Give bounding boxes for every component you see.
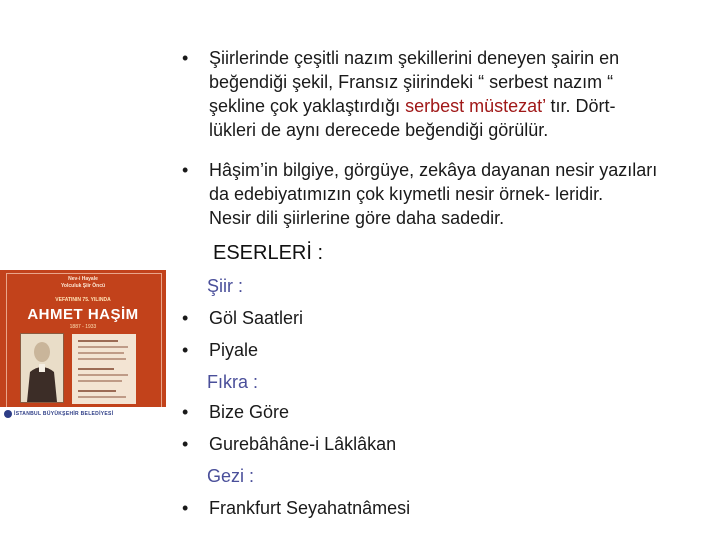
poster-image xyxy=(0,270,166,422)
list-item-text: Gurebâhâne-i Lâklâkan xyxy=(209,434,397,454)
text-segment: şekline çok yaklaştırdığı xyxy=(209,96,406,116)
poster-footer-text: İSTANBUL BÜYÜKŞEHİR BELEDİYESİ xyxy=(14,411,114,417)
bullet-line: lükleri de aynı derecede beğendiği görülür. xyxy=(209,120,549,140)
list-item-text: Bize Göre xyxy=(209,402,290,422)
bullet-line xyxy=(209,94,616,118)
municipality-logo-icon xyxy=(4,410,12,418)
portrait-photo xyxy=(20,333,64,403)
section-label-travel: Gezi : xyxy=(207,466,255,486)
text-segment: tır. Dört- xyxy=(545,96,616,116)
highlighted-term: serbest müstezat’ xyxy=(405,96,546,116)
list-item-text: Piyale xyxy=(209,340,259,360)
poster-title: AHMET HAŞİM xyxy=(27,306,139,323)
section-label-poetry: Şiir : xyxy=(207,276,243,296)
poster-line: Yolculuk Şiir Öncü xyxy=(60,283,106,289)
poster-program-card xyxy=(72,334,136,404)
bullet-text: Hâşim’in bilgiye, görgüye, zekâya dayanan nesir yazıları xyxy=(209,160,658,180)
bullet-line: beğendiği şekil, Fransız şiirindeki “ serbest nazım “ xyxy=(209,72,614,92)
bullet-text: Şiirlerinde çeşitli nazım şekillerini deneyen şairin en xyxy=(209,48,620,68)
list-item-text: Frankfurt Seyahatnâmesi xyxy=(209,498,411,518)
bullet-line: Nesir dili şiirlerine göre daha sadedir. xyxy=(209,208,505,228)
list-item-text: Göl Saatleri xyxy=(209,308,304,328)
poster-footer xyxy=(0,407,166,422)
poster-line: VEFATININ 75. YILINDA xyxy=(55,297,111,303)
works-heading: ESERLERİ : xyxy=(213,242,324,264)
poster-line: Nev-i Hayale xyxy=(68,276,98,282)
poster-years: 1887 - 1933 xyxy=(69,324,97,330)
bullet-line: da edebiyatımızın çok kıymetli nesir örnek- leridir. xyxy=(209,184,604,204)
section-label-essay: Fıkra : xyxy=(207,372,259,392)
